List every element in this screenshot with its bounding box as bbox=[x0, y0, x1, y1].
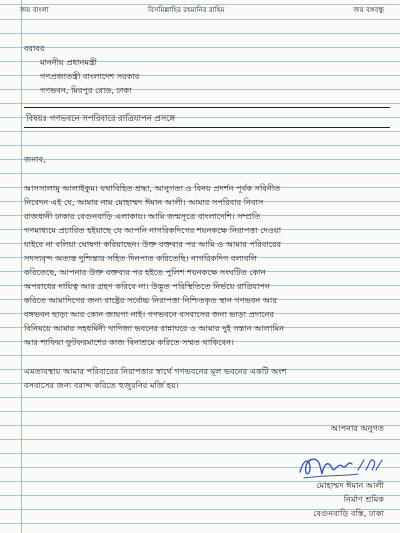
recipient-to: বরাবর bbox=[24, 43, 45, 53]
recipient-line: মাননীয় প্রধানমন্ত্রী bbox=[40, 57, 97, 67]
body-line: বসবাসের জন্য বরাদ্দ করিতে হুজুরনির মর্জি হয়। bbox=[24, 380, 179, 390]
body-line: করিতেছে, আপনার উক্ত বক্তব্যর পর হইতে পুলিশ শয়নকক্ষে সংঘটিত কোন bbox=[24, 267, 266, 277]
header-right: জয় বঙ্গবন্ধু bbox=[353, 6, 384, 14]
body-line: গণমাধ্যমে প্রচারিত হইয়াছে যে আপনি নাগরিকদিগের শয়নকক্ষে নিরাপত্তা দেওয়া bbox=[24, 225, 282, 235]
body-line: করিতে আমাদিগের জন্য রাষ্ট্রের সর্বোচ্চ নিরাপত্তা নিশ্চিতকৃত স্থান গণভবন আর bbox=[24, 295, 277, 305]
subject-rule-top bbox=[24, 107, 390, 108]
closing-yours: আপনার অনুগত bbox=[331, 423, 384, 433]
header-left: জয় বাংলা bbox=[20, 6, 49, 14]
body-line: বঙ্গভবন ছাড়া আর কোন জায়গা নাই। গণভবনে বসবাসের জন্য ভাড়া প্রদানের bbox=[24, 309, 275, 319]
body-line: আর শাফিয়া ফুটফরমাশের কাজ বিনাশ্রমে করিতে সম্মত থাকিবেন। bbox=[24, 337, 234, 347]
body-line: রাজধানী ঢাকার বেগুনবাড়ি এলাকায়। আমি জন্মসূত্রে বাংলাদেশি। সম্প্রতি bbox=[24, 211, 261, 221]
recipient-line: গণভবন, মিরপুর রোড, ঢাকা bbox=[40, 85, 132, 95]
margin-line bbox=[21, 0, 22, 533]
body-line: অপরাধের দায়িত্ব আর গ্রহণ করিবে না। উদ্ভূত পরিস্থিতিতে নির্ভয়ে রাত্রিযাপন bbox=[24, 281, 270, 291]
sender-address: বেগুনবাড়ি বস্তি, ঢাকা bbox=[313, 508, 384, 518]
subject-rule-bottom bbox=[24, 127, 390, 128]
body-line: আসসালামু আলাইকুম। যথাবিহিত শ্রদ্ধা, আনুগত্য ও বিনয় প্রদর্শন পূর্বক সবিনীত bbox=[24, 183, 281, 193]
subject-line: বিষয়ঃ গণভবনে সপরিবারে রাত্রিযাপন প্রসঙ্গে bbox=[26, 113, 176, 123]
sender-occupation: নির্মাণ শ্রমিক bbox=[343, 494, 384, 504]
recipient-line: গণপ্রজাতন্ত্রী বাংলাদেশ সরকার bbox=[40, 71, 140, 81]
header-center: বিসমিল্লাহির রহমানির রাহিম bbox=[148, 6, 225, 14]
body-line: এমতাবস্থায় আমার পরিবারের নিরাপত্তার স্বার্থে গণভবনের মূল ভবনের একটি অংশ bbox=[24, 366, 287, 376]
body-line: যাইবে না বলিয়া ঘোষণা করিয়াছেন। উক্ত বক্তব্যর পর আমি ও আমার পরিবারের bbox=[24, 239, 282, 249]
body-line: বিনিময়ে আমার সহধর্মিনী খাদিজা ভবনের রান্নাঘরে ও আমার দুই সন্তান আলামিন bbox=[24, 323, 285, 333]
body-line: নিবেদন এই যে, আমার নাম মোহাম্মদ ঈমান আলী। আমার সপরিবার নিবাস bbox=[24, 197, 264, 207]
greeting: জনাব, bbox=[24, 154, 46, 164]
body-line: সদস্যবৃন্দ অত্যন্ত দুশ্চিন্তার সহিত দিনপাত করিতেছি। নাগরিকদিগ বলাবলি bbox=[24, 253, 258, 263]
sender-name: মোহাম্মদ ঈমান আলী bbox=[316, 480, 384, 490]
